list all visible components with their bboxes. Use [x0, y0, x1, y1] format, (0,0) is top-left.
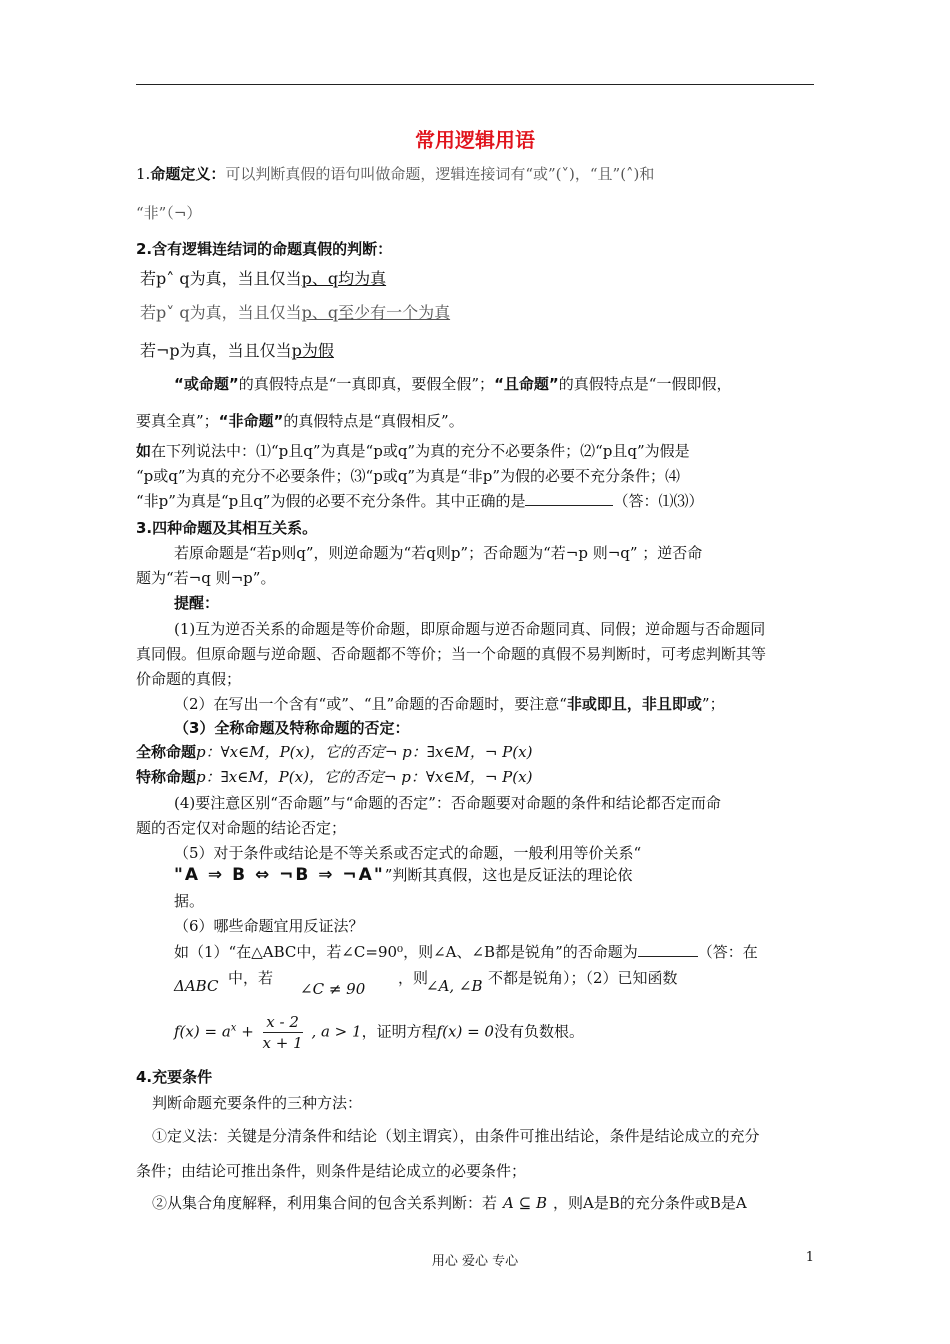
section-1-heading: 命题定义：	[150, 165, 226, 183]
tip-heading: 提醒：	[174, 594, 220, 612]
example-line-2: “p或q”为真的充分不必要条件；⑶“p或q”为真是“非p”为假的必要不充分条件；⑷	[136, 467, 681, 485]
function-formula	[174, 1012, 584, 1053]
section-1-number: 1.	[136, 165, 151, 183]
page-footer: 用心 爱心 专心	[431, 1254, 519, 1269]
example-text-1: 在下列说法中：⑴“p且q”为真是“p或q”为真的充分不必要条件；⑵“p且q”为假是	[151, 442, 690, 460]
tip-6: （6）哪些命题宜用反证法？	[174, 917, 364, 935]
example-2-angle-c: ∠C ≠ 90	[300, 980, 366, 998]
fraction-numerator: x - 2	[263, 1012, 303, 1033]
contrapositive-formula: "A ⇒ B ⇔ ¬B ⇒ ¬A"	[174, 865, 385, 885]
page-title: 常用逻辑用语	[415, 128, 535, 152]
example-text-3: “非p”为真是“p且q”为假的必要不充分条件。其中正确的是	[136, 492, 526, 510]
tip-3: （3）全称命题及特称命题的否定：	[174, 719, 410, 737]
tip-2-emphasis: 非或即且，非且即或	[566, 695, 702, 713]
not-proposition-term: “非命题”	[218, 412, 284, 430]
example-2-answer-start: （答：在	[697, 943, 758, 961]
exponent-x: x	[230, 1022, 237, 1034]
example-marker: 如	[136, 442, 152, 460]
example-2-ze: ，则	[398, 969, 429, 987]
plus-sign: +	[241, 1022, 254, 1041]
tip-1-line-2: 真同假。但原命题与逆命题、否命题都不等价；当一个命题的真假不易判断时，可考虑判断其等	[136, 645, 767, 663]
no-negative-root-text: 没有负数根。	[493, 1022, 584, 1041]
existential-negation	[136, 766, 532, 787]
section-4-line-2: ①定义法：关键是分清条件和结论（划主谓宾），由条件可推出结论，条件是结论成立的充分	[152, 1127, 760, 1145]
example-answer: （答：⑴⑶）	[613, 492, 704, 510]
or-proposition-desc: 的真假特点是“一真即真，要假全假”；	[238, 375, 495, 393]
prove-text: ，证明方程	[361, 1022, 437, 1041]
tip-4-line-2: 题的否定仅对命题的结论否定；	[136, 819, 347, 837]
example-2-blank	[638, 944, 698, 957]
answer-blank	[525, 493, 613, 506]
tip-1-line-3: 价命题的真假；	[136, 670, 242, 688]
fraction	[263, 1012, 303, 1053]
rule-or-condition: 若p˅ q为真，当且仅当	[140, 303, 302, 322]
section-3-line-2: 题为“若¬q 则¬p”。	[136, 569, 276, 587]
fraction-denominator: x + 1	[262, 1034, 303, 1052]
rule-not	[140, 338, 334, 361]
rule-and-result: p、q均为真	[301, 269, 387, 288]
example-line-1	[136, 440, 690, 461]
tip-2	[174, 693, 725, 714]
section-1-line-1	[136, 163, 654, 184]
rule-not-condition: 若¬p为真，当且仅当	[140, 341, 292, 360]
or-proposition-term: “或命题”	[174, 375, 239, 393]
tip-2-text: （2）在写出一个含有“或”、“且”命题的否命题时，要注意“	[174, 695, 567, 713]
example-2-triangle: ΔABC	[174, 977, 219, 995]
section-4-heading: 4.充要条件	[136, 1068, 213, 1086]
universal-formula: p：∀x∈M，P(x)，它的否定¬ p：∃x∈M，¬ P(x)	[196, 743, 533, 761]
not-proposition-desc: 的真假特点是“真假相反”。	[283, 412, 464, 430]
example-2-line-1	[174, 941, 758, 962]
set-method-conclusion: ，则A是B的充分条件或B是A	[552, 1194, 747, 1212]
example-2-zhong-ruo: 中，若	[228, 969, 274, 987]
section-4-line-1: 判断命题充要条件的三种方法：	[152, 1094, 363, 1112]
universal-negation	[136, 741, 532, 762]
section-2-heading: 2.含有逻辑连结词的命题真假的判断：	[136, 240, 393, 258]
page-number: 1	[805, 1250, 814, 1265]
example-line-3	[136, 490, 704, 511]
subset-formula: A ⊆ B	[503, 1194, 547, 1212]
tip-5-line-1: （5）对于条件或结论是不等关系或否定式的命题，一般利用等价关系“	[174, 844, 642, 862]
tip-2-end: ”；	[701, 695, 725, 713]
and-proposition-term: “且命题”	[494, 375, 559, 393]
example-2-text: 如（1）“在△ABC中，若∠C=90⁰，则∠A、∠B都是锐角”的否命题为	[174, 943, 638, 961]
rule-not-result: p为假	[291, 341, 334, 360]
section-1-text: 可以判断真假的语句叫做命题，逻辑连接词有“或”(˅)，“且”(˄)和	[225, 165, 655, 183]
function-lhs: f(x) = a	[174, 1022, 231, 1041]
truth-paragraph-line-2	[136, 410, 464, 431]
tip-5-line-3: 据。	[174, 892, 205, 910]
and-proposition-desc-end: 要真全真”；	[136, 412, 219, 430]
rule-and	[140, 266, 386, 289]
tip-1-line-1: (1)互为逆否关系的命题是等价命题，即原命题与逆否命题同真、同假；逆命题与否命题同	[174, 620, 766, 638]
tip-5-line-2	[174, 864, 632, 885]
header-rule	[136, 84, 814, 85]
rule-and-condition: 若p˄ q为真，当且仅当	[140, 269, 302, 288]
example-2-angles-ab: ∠A, ∠B	[426, 977, 483, 995]
section-1-line-2: “非”（¬）	[136, 204, 202, 222]
equation: f(x) = 0	[436, 1022, 494, 1041]
section-4-line-4	[152, 1192, 747, 1213]
rule-or	[140, 300, 450, 323]
rule-or-result: p、q至少有一个为真	[301, 303, 451, 322]
truth-paragraph-line-1	[174, 373, 731, 394]
tip-5-text: ”判断其真假，这也是反证法的理论依	[384, 866, 633, 884]
example-2-continue: 不都是锐角）；（2）已知函数	[488, 969, 678, 987]
section-3-heading: 3.四种命题及其相互关系。	[136, 519, 318, 537]
section-4-line-3: 条件；由结论可推出条件，则条件是结论成立的必要条件；	[136, 1162, 527, 1180]
function-condition: , a > 1	[311, 1022, 362, 1041]
section-3-line-1: 若原命题是“若p则q”，则逆命题为“若q则p”；否命题为“若¬p 则¬q” ；逆否命	[174, 544, 703, 562]
and-proposition-desc: 的真假特点是“一假即假，	[558, 375, 732, 393]
existential-label: 特称命题	[136, 768, 197, 786]
universal-label: 全称命题	[136, 743, 197, 761]
tip-4-line-1: (4)要注意区别“否命题”与“命题的否定”：否命题要对命题的条件和结论都否定而命	[174, 794, 721, 812]
existential-formula: p：∃x∈M，P(x)，它的否定¬ p：∀x∈M，¬ P(x)	[196, 768, 533, 786]
set-method-text: ②从集合角度解释，利用集合间的包含关系判断：若	[152, 1194, 498, 1212]
